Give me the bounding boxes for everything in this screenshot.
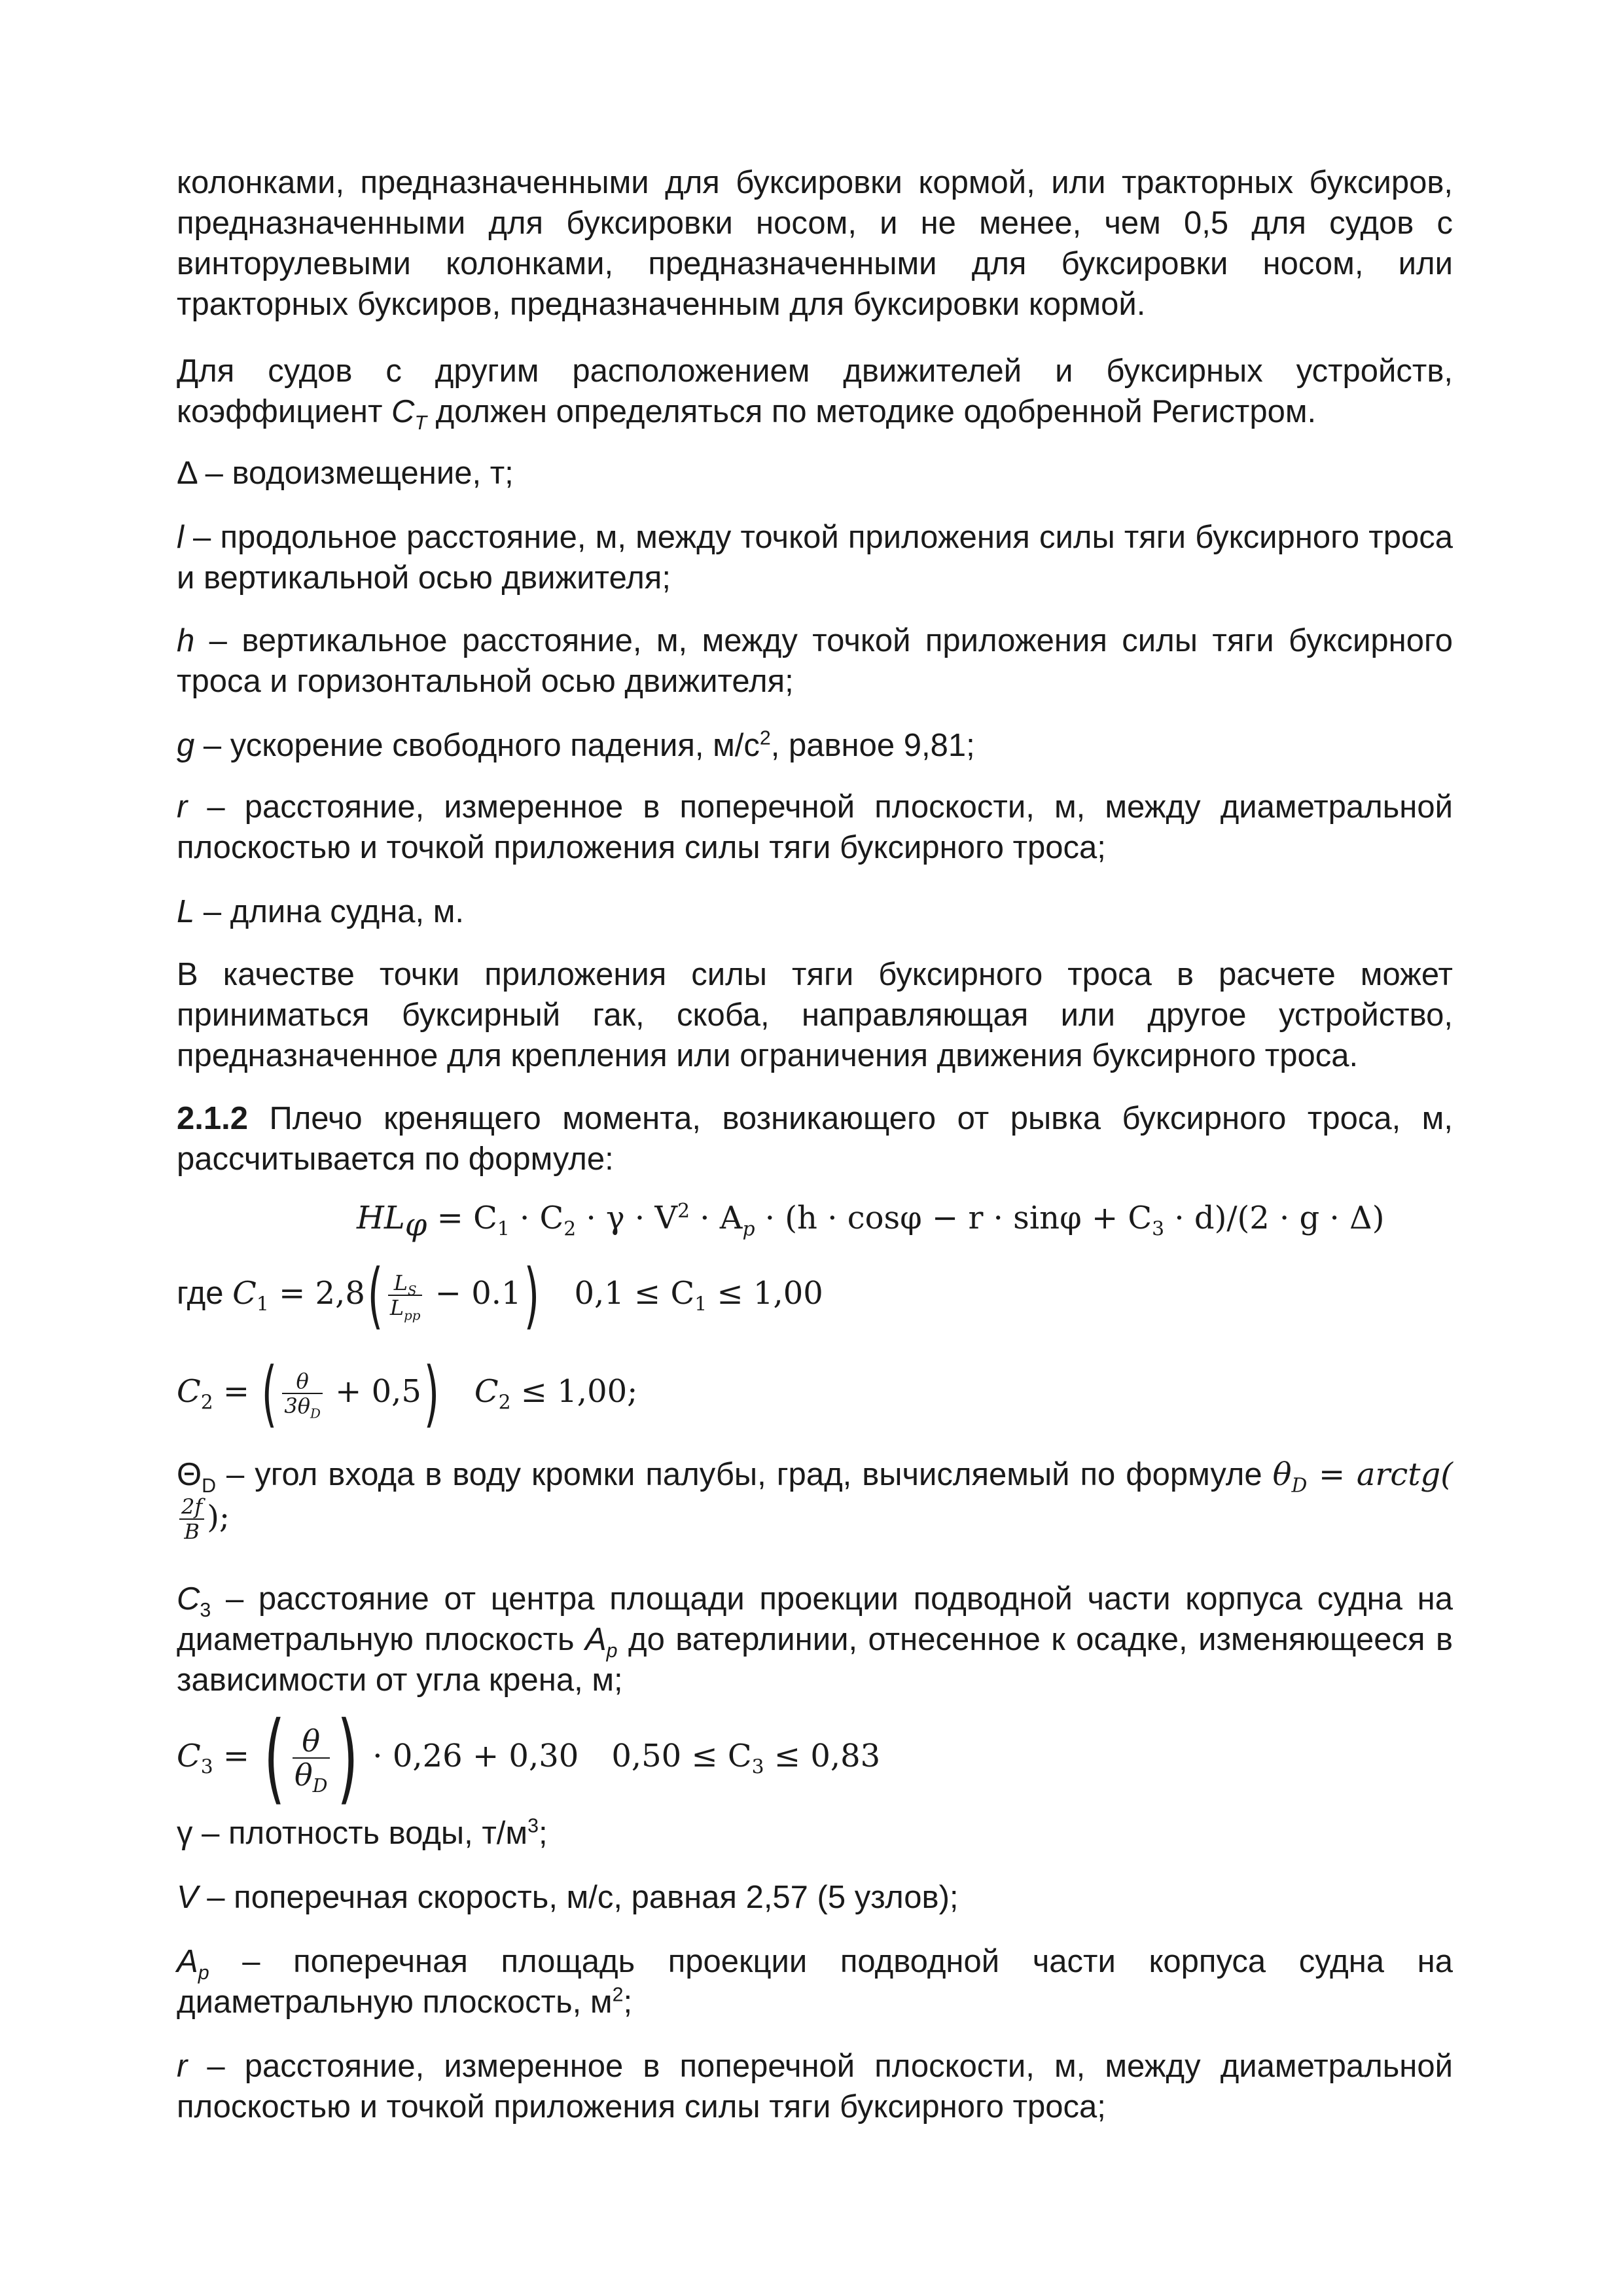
paragraph-application-point: В качестве точки приложения силы тяги буксирного троса в расчете может приниматься буксирный гак, скоба, направляющая или другое устройство, предназначенное для крепления или ограничения движения буксирного троса. bbox=[177, 957, 1453, 1073]
definition-r-repeat: r – расстояние, измеренное в поперечной плоскости, м, между диаметральной плоскостью и точкой приложения силы тяги буксирного троса; bbox=[177, 2049, 1453, 2125]
definition-c3: $C_3$ – расстояние от центра площади проекции подводной части корпуса судна на диаметральную плоскость $A_p$ до ватерлинии, отнесенное к осадке, изменяющееся в зависимости от угла крена, м; bbox=[177, 1581, 1453, 1698]
formula-c2: $C_2$ = ( $\frac{\theta}{3\theta_D}$ + 0,5) $C_2 \le 1,00$; bbox=[177, 1352, 638, 1435]
fraction-2f-b: $\frac{2f}{B}$ bbox=[179, 1495, 204, 1543]
definition-v: V – поперечная скорость, м/с, равная 2,57 (5 узлов); bbox=[177, 1880, 959, 1915]
definition-gamma: γ – плотность воды, $т/м^3$; bbox=[177, 1814, 548, 1851]
definition-l: l – продольное расстояние, м, между точкой приложения силы тяги буксирного троса и вертикальной осью движителя; bbox=[177, 520, 1453, 596]
formula-c3: $C_3$ = ( $\frac{\theta}{\theta_D}$ ) · 0,26 + 0,30 $0,50 \le C_3 \le 0,83$ bbox=[177, 1701, 881, 1815]
definition-r: r – расстояние, измеренное в поперечной плоскости, м, между диаметральной плоскостью и точкой приложения силы тяги буксирного троса; bbox=[177, 789, 1453, 865]
symbol-ct: $C_T$ bbox=[391, 394, 427, 434]
definition-ap: $A_p$ – поперечная площадь проекции подводной части корпуса судна на диаметральную плоскость, $м^2$; bbox=[177, 1944, 1453, 2020]
definition-displacement: Δ – водоизмещение, т; bbox=[177, 456, 514, 491]
definition-ship-length: L – длина судна, м. bbox=[177, 894, 465, 929]
formula-heeling-arm: $HL_\varphi = C_1 \cdot C_2 \cdot \gamma \cdot V^2 \cdot A_p \cdot (h \cdot \cos\varphi - r \cdot \sin\varphi + C_3 \cdot d)/(2 \cdot g \cdot \Delta)$ bbox=[357, 1200, 1385, 1244]
definition-h: h – вертикальное расстояние, м, между точкой приложения силы тяги буксирного троса и горизонтальной осью движителя; bbox=[177, 623, 1453, 699]
formula-c1: где $C_1 = 2,8$( $\frac{L_S}{L_{pp}}$ − 0.1) $0,1 \le C_1 \le 1,00$ bbox=[177, 1253, 823, 1337]
fraction-ls-lpp: $\frac{L_S}{L_{pp}}$ bbox=[388, 1271, 423, 1319]
definition-theta-d: $\Theta_D$ – угол входа в воду кромки палубы, град, вычисляемый по формуле $\theta_D$ = arctg( $\frac{2f}{B}$ ); bbox=[177, 1456, 1453, 1544]
paragraph-towing-continuation: колонками, предназначенными для буксировки кормой, или тракторных буксиров, предназначенными для буксировки носом, и не менее, чем 0,5 для судов с винторулевыми колонками, предназначенными для буксировки носом, или тракторных буксиров, предназначенным для буксировки кормой. bbox=[177, 165, 1453, 322]
fraction-theta-thetad: $\frac{\theta}{\theta_D}$ bbox=[293, 1725, 330, 1791]
section-number: 2.1.2 bbox=[177, 1101, 248, 1136]
definition-g: g – ускорение свободного падения, $м/с^2$, равное 9,81; bbox=[177, 726, 975, 763]
paragraph-ct-coefficient: Для судов с другим расположением движителей и буксирных устройств, коэффициент $C_T$ должен определяться по методике одобренной Регистром. bbox=[177, 353, 1453, 434]
fraction-theta-3thetad: $\frac{\theta}{3\theta_D}$ bbox=[282, 1369, 323, 1418]
section-2-1-2: 2.1.2 Плечо кренящего момента, возникающего от рывка буксирного троса, м, рассчитывается по формуле: bbox=[177, 1101, 1453, 1177]
